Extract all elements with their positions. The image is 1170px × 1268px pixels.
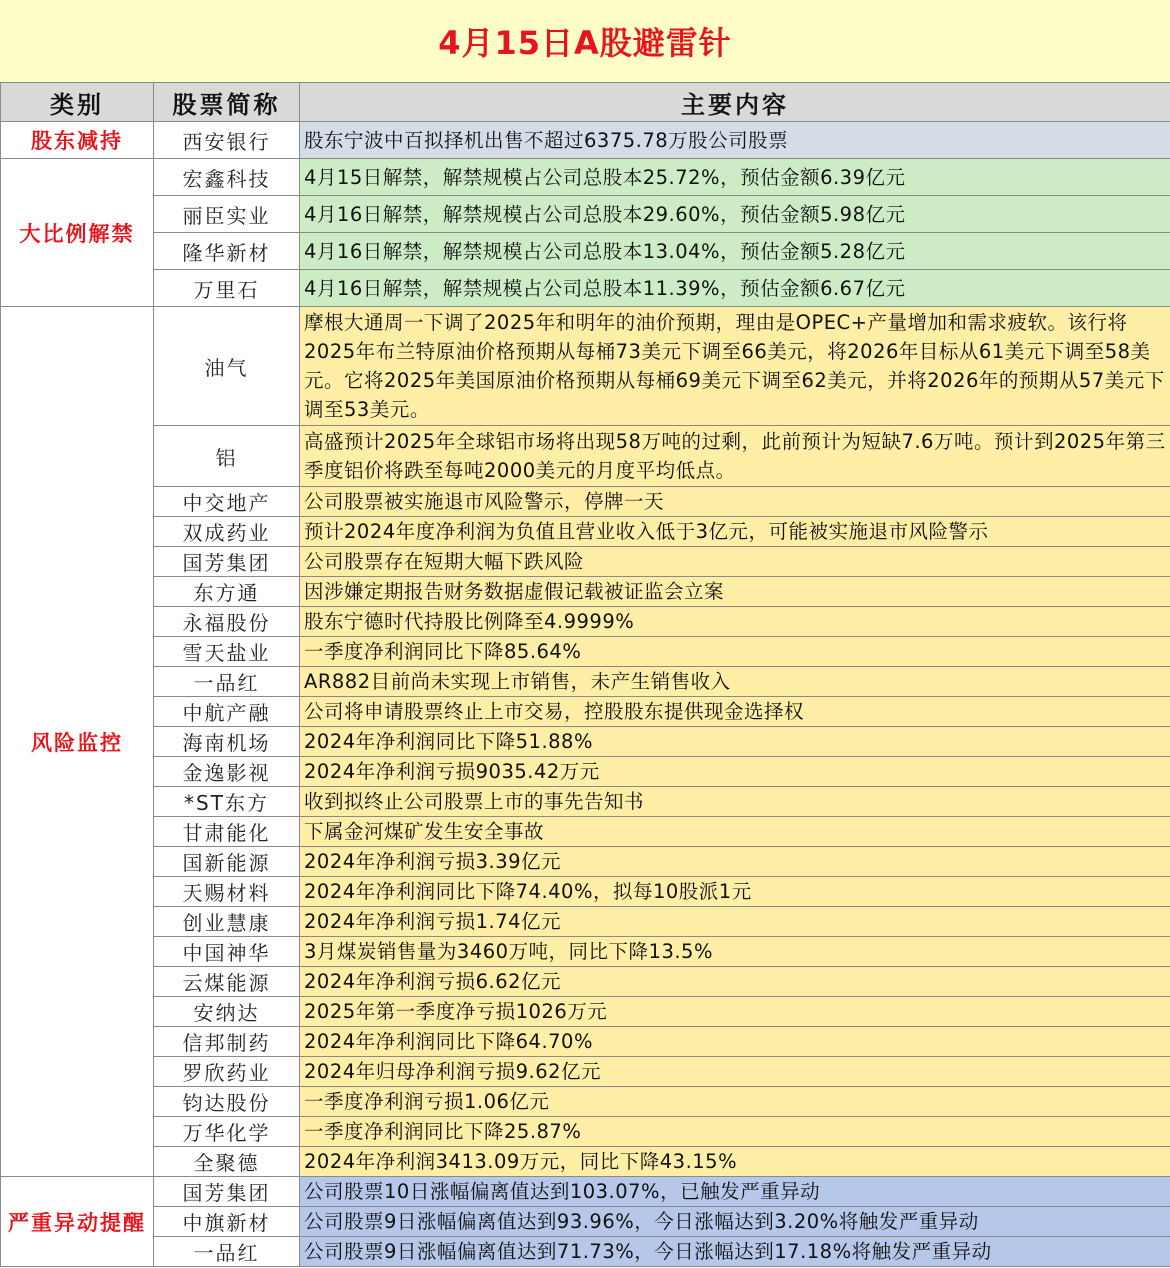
stock-name: 创业慧康 <box>154 907 300 937</box>
table-row <box>1 1117 1170 1147</box>
row-content: 下属金河煤矿发生安全事故 <box>300 817 1170 847</box>
table-row <box>1 847 1170 877</box>
stock-name: 东方通 <box>154 577 300 607</box>
category-cell: 大比例解禁 <box>1 159 154 307</box>
table-row <box>1 697 1170 727</box>
header-content: 主要内容 <box>300 83 1170 122</box>
table-row <box>1 637 1170 667</box>
stock-name: 一品红 <box>154 667 300 697</box>
stock-name: 油气 <box>154 307 300 426</box>
row-content: 4月16日解禁，解禁规模占公司总股本29.60%，预估金额5.98亿元 <box>300 196 1170 233</box>
table-row <box>1 426 1170 487</box>
stock-name: 中航产融 <box>154 697 300 727</box>
category-cell: 风险监控 <box>1 307 154 1177</box>
row-content: 公司股票存在短期大幅下跌风险 <box>300 547 1170 577</box>
table-row <box>1 667 1170 697</box>
stock-name: 信邦制药 <box>154 1027 300 1057</box>
row-content: 高盛预计2025年全球铝市场将出现58万吨的过剩，此前预计为短缺7.6万吨。预计到2025年第三季度铝价将跌至每吨2000美元的月度平均低点。 <box>300 426 1170 487</box>
table-row <box>1 1057 1170 1087</box>
table-row <box>1 517 1170 547</box>
table-row <box>1 757 1170 787</box>
row-content: 一季度净利润亏损1.06亿元 <box>300 1087 1170 1117</box>
stock-name: 国芳集团 <box>154 547 300 577</box>
table-row <box>1 1237 1170 1267</box>
row-content: 4月16日解禁，解禁规模占公司总股本11.39%，预估金额6.67亿元 <box>300 270 1170 307</box>
stock-name: 钧达股份 <box>154 1087 300 1117</box>
row-content: 2024年净利润亏损1.74亿元 <box>300 907 1170 937</box>
stock-name: 中交地产 <box>154 487 300 517</box>
table-row <box>1 307 1170 426</box>
stock-name: 罗欣药业 <box>154 1057 300 1087</box>
stock-name: 永福股份 <box>154 607 300 637</box>
stock-name: 安纳达 <box>154 997 300 1027</box>
stock-name: 宏鑫科技 <box>154 159 300 196</box>
table-row <box>1 577 1170 607</box>
stock-name: 海南机场 <box>154 727 300 757</box>
stock-name: 丽臣实业 <box>154 196 300 233</box>
row-content: 2024年净利润亏损6.62亿元 <box>300 967 1170 997</box>
header-category: 类别 <box>1 83 154 122</box>
table-row <box>1 787 1170 817</box>
row-content: 2024年净利润同比下降74.40%，拟每10股派1元 <box>300 877 1170 907</box>
table-row <box>1 937 1170 967</box>
stock-name: 全聚德 <box>154 1147 300 1177</box>
table-row <box>1 967 1170 997</box>
row-content: 2025年第一季度净亏损1026万元 <box>300 997 1170 1027</box>
row-content: 4月15日解禁，解禁规模占公司总股本25.72%，预估金额6.39亿元 <box>300 159 1170 196</box>
row-content: 2024年净利润同比下降51.88% <box>300 727 1170 757</box>
table-row <box>1 233 1170 270</box>
row-content: 2024年净利润3413.09万元，同比下降43.15% <box>300 1147 1170 1177</box>
table-row <box>1 1147 1170 1177</box>
row-content: 股东宁波中百拟择机出售不超过6375.78万股公司股票 <box>300 122 1170 159</box>
table-row <box>1 607 1170 637</box>
stock-name: 雪天盐业 <box>154 637 300 667</box>
table-row <box>1 487 1170 517</box>
stock-name: 万华化学 <box>154 1117 300 1147</box>
header-row <box>1 83 1170 122</box>
stock-name: 中旗新材 <box>154 1207 300 1237</box>
row-content: 2024年归母净利润亏损9.62亿元 <box>300 1057 1170 1087</box>
table-row <box>1 997 1170 1027</box>
stock-name: 西安银行 <box>154 122 300 159</box>
stock-name: 中国神华 <box>154 937 300 967</box>
table-row <box>1 547 1170 577</box>
stock-name: 国芳集团 <box>154 1177 300 1207</box>
row-content: 2024年净利润同比下降64.70% <box>300 1027 1170 1057</box>
stock-name: 双成药业 <box>154 517 300 547</box>
row-content: 一季度净利润同比下降25.87% <box>300 1117 1170 1147</box>
stock-name: 铝 <box>154 426 300 487</box>
row-content: 2024年净利润亏损3.39亿元 <box>300 847 1170 877</box>
category-cell: 股东减持 <box>1 122 154 159</box>
row-content: AR882目前尚未实现上市销售，未产生销售收入 <box>300 667 1170 697</box>
category-cell: 严重异动提醒 <box>1 1177 154 1267</box>
row-content: 收到拟终止公司股票上市的事先告知书 <box>300 787 1170 817</box>
table-row <box>1 159 1170 196</box>
row-content: 预计2024年度净利润为负值且营业收入低于3亿元，可能被实施退市风险警示 <box>300 517 1170 547</box>
table-row <box>1 1087 1170 1117</box>
row-content: 公司将申请股票终止上市交易，控股股东提供现金选择权 <box>300 697 1170 727</box>
row-content: 因涉嫌定期报告财务数据虚假记载被证监会立案 <box>300 577 1170 607</box>
stock-name: 甘肃能化 <box>154 817 300 847</box>
row-content: 公司股票被实施退市风险警示，停牌一天 <box>300 487 1170 517</box>
row-content: 公司股票9日涨幅偏离值达到93.96%，今日涨幅达到3.20%将触发严重异动 <box>300 1207 1170 1237</box>
table-row <box>1 727 1170 757</box>
row-content: 公司股票9日涨幅偏离值达到71.73%，今日涨幅达到17.18%将触发严重异动 <box>300 1237 1170 1267</box>
table-row <box>1 196 1170 233</box>
table-row <box>1 817 1170 847</box>
row-content: 4月16日解禁，解禁规模占公司总股本13.04%，预估金额5.28亿元 <box>300 233 1170 270</box>
table-row <box>1 877 1170 907</box>
stock-name: 万里石 <box>154 270 300 307</box>
stock-name: 天赐材料 <box>154 877 300 907</box>
table-row <box>1 1177 1170 1207</box>
stock-name: 隆华新材 <box>154 233 300 270</box>
stock-name: 金逸影视 <box>154 757 300 787</box>
table-row <box>1 907 1170 937</box>
stock-alert-table <box>0 82 1170 1267</box>
header-stock: 股票简称 <box>154 83 300 122</box>
table-row <box>1 122 1170 159</box>
row-content: 公司股票10日涨幅偏离值达到103.07%，已触发严重异动 <box>300 1177 1170 1207</box>
table-row <box>1 1207 1170 1237</box>
table-row <box>1 1027 1170 1057</box>
stock-name: 云煤能源 <box>154 967 300 997</box>
row-content: 3月煤炭销售量为3460万吨，同比下降13.5% <box>300 937 1170 967</box>
page-title: 4月15日A股避雷针 <box>0 0 1170 83</box>
stock-name: 一品红 <box>154 1237 300 1267</box>
row-content: 摩根大通周一下调了2025年和明年的油价预期，理由是OPEC+产量增加和需求疲软。该行将2025年布兰特原油价格预期从每桶73美元下调至66美元，将2026年目标从61美元下调至58美元。它将2025年美国原油价格预期从每桶69美元下调至62美元，并将2026年的预期从57美元下调至53美元。 <box>300 307 1170 426</box>
row-content: 2024年净利润亏损9035.42万元 <box>300 757 1170 787</box>
table-row <box>1 270 1170 307</box>
stock-name: *ST东方 <box>154 787 300 817</box>
row-content: 一季度净利润同比下降85.64% <box>300 637 1170 667</box>
stock-name: 国新能源 <box>154 847 300 877</box>
row-content: 股东宁德时代持股比例降至4.9999% <box>300 607 1170 637</box>
